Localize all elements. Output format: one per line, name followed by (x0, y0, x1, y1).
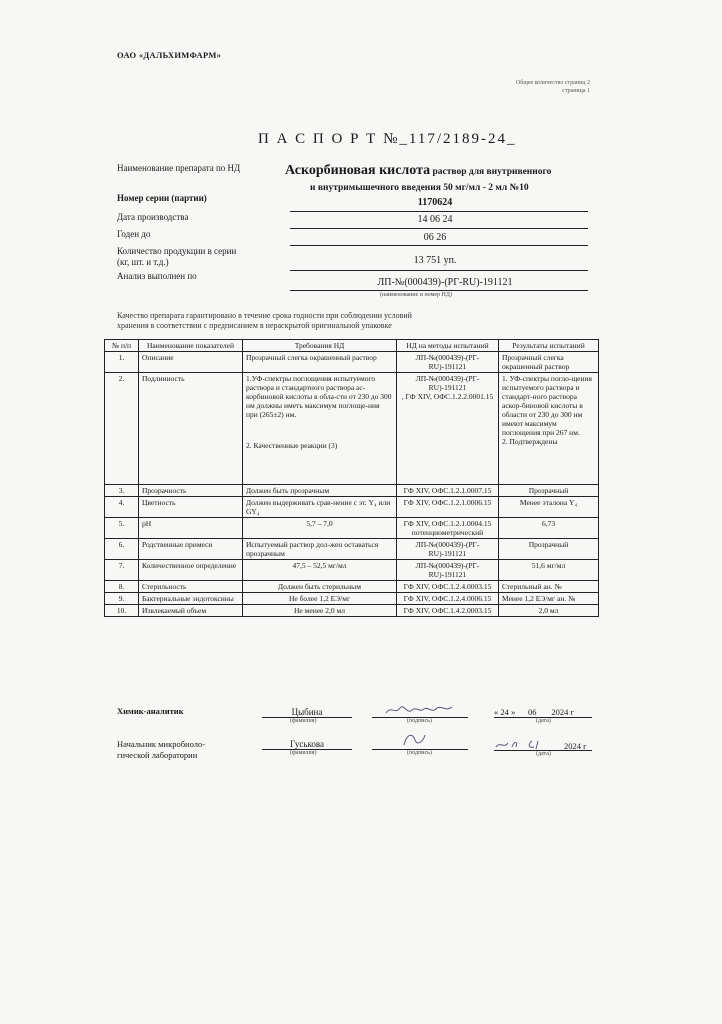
page-count-note (480, 79, 590, 95)
head-signature-caption: (подпись) (407, 750, 432, 756)
head-date-year: 2024 г (564, 741, 587, 751)
row-number: 1. (105, 352, 139, 373)
row-number: 6. (105, 539, 139, 560)
row-number: 5. (105, 518, 139, 539)
row-result: 6,73 (499, 518, 599, 539)
name-label: Наименование препарата по НД (117, 163, 241, 173)
row-method: ГФ XIV, ОФС.1.2.1.0004.15 потенциометрический (397, 518, 499, 539)
row-indicator: Описание (139, 352, 243, 373)
row-result: Менее эталона Y₄ (499, 497, 599, 518)
row-indicator: Подлинность (139, 373, 243, 485)
header-methods: НД на методы испытаний (397, 340, 499, 352)
table-row (105, 352, 599, 373)
row-requirement: Должен быть стерильным (243, 581, 397, 593)
row-requirement: Должен быть прозрачным (243, 485, 397, 497)
table-header-row (105, 340, 599, 352)
date-value: 14 06 24 (417, 214, 453, 225)
table-row (105, 518, 599, 539)
head-signature-drawing (398, 730, 438, 748)
table-row (105, 373, 599, 485)
chemist-label: Химик-аналитик (117, 706, 184, 716)
row-number: 7. (105, 560, 139, 581)
requirement-uv: 1.УФ-спектры поглощения испытуемого раствора и стандартного раствора ас-корбиновой кислоты в обла-сти от 230 до 300 нм должны иметь максимум поглоще-ния при (265±2) нм. (246, 374, 392, 419)
row-result: Прозрачный (499, 539, 599, 560)
row-indicator: Извлекаемый объем (139, 605, 243, 617)
row-method: ЛП-№(000439)-(РГ-RU)-191121 (397, 539, 499, 560)
row-method: ГФ XIV, ОФС.1.2.4.0003.15 (397, 581, 499, 593)
page-count-total: Общее количество страниц 2 (515, 80, 590, 86)
row-requirement: Испытуемый раствор дол-жен оставаться прозрачным (243, 539, 397, 560)
row-indicator: pH (139, 518, 243, 539)
series-underline (290, 211, 588, 212)
row-indicator: Количественное определение (139, 560, 243, 581)
head-label-line2: гической лаборатории (117, 750, 198, 760)
page-count-current: страница 1 (562, 88, 590, 94)
header-requirements: Требования НД (243, 340, 397, 352)
chemist-date: « 24 » 06 2024 г (494, 707, 574, 717)
header-results: Результаты испытаний (499, 340, 599, 352)
qty-underline (290, 270, 588, 271)
product-name (285, 163, 551, 179)
row-method: ГФ XIV, ОФС.1.4.2.0003.15 (397, 605, 499, 617)
chemist-name: Цыбина (291, 707, 323, 717)
row-method: ГФ XIV, ОФС.1.2.4.0006.15 (397, 593, 499, 605)
result-uv: 1. УФ-спектры погло-щения испытуемого раствора и стандарт-ного раствора аскор-биновой кислоты в области от 230 до 300 нм имеют максимум поглощения при 267 нм. (502, 374, 592, 437)
product-name-rest: раствор для внутривенного (430, 167, 552, 177)
row-requirement: Не менее 2,0 мл (243, 605, 397, 617)
row-result: Прозрачный слегка окрашенный раствор (499, 352, 599, 373)
row-result: Менее 1,2 ЕЭ/мг ан. № (499, 593, 599, 605)
chemist-signature-caption: (подпись) (407, 718, 432, 724)
head-date-drawing (494, 737, 554, 751)
product-name-line2: и внутримышечного введения 50 мг/мл - 2 мл №10 (310, 183, 529, 193)
quality-table (104, 339, 599, 617)
chemist-signature-drawing (383, 702, 455, 718)
row-number: 9. (105, 593, 139, 605)
qty-label-line2: (кг, шт. и т.д.) (117, 257, 169, 267)
row-result (499, 373, 599, 485)
table-row (105, 497, 599, 518)
head-label (117, 739, 205, 761)
storage-note-line2: хранения в соответствии с предписанием в нераскрытой оригинальной упаковке (117, 321, 392, 330)
chemist-surname-caption: (фамилия) (290, 718, 317, 724)
row-method: ЛП-№(000439)-(РГ-RU)-191121 (397, 560, 499, 581)
method-gf: , ГФ XIV, ОФС.1.2.2.0001.15 (401, 392, 494, 401)
product-name-main: Аскорбиновая кислота (285, 163, 431, 178)
row-method (397, 373, 499, 485)
row-indicator: Цветность (139, 497, 243, 518)
company-name: ОАО «ДАЛЬХИМФАРМ» (117, 50, 222, 60)
method-lp: ЛП-№(000439)-(РГ-RU)-191121 (415, 374, 480, 392)
storage-note-line1: Качество препарата гарантировано в течение срока годности при соблюдении условий (117, 311, 412, 320)
head-label-line1: Начальник микробиоло- (117, 739, 206, 749)
chemist-date-caption: (дата) (536, 718, 551, 724)
head-surname-caption: (фамилия) (290, 750, 317, 756)
row-indicator: Прозрачность (139, 485, 243, 497)
row-requirement: Должен выдерживать срав-нение с эт. Y₄ или GY₄ (243, 497, 397, 518)
row-method: ГФ XIV, ОФС.1.2.1.0006.15 (397, 497, 499, 518)
table-row (105, 560, 599, 581)
row-requirement: 47,5 – 52,5 мг/мл (243, 560, 397, 581)
row-number: 4. (105, 497, 139, 518)
table-row (105, 539, 599, 560)
valid-label: Годен до (117, 229, 151, 239)
row-method: ЛП-№(000439)-(РГ-RU)-191121 (397, 352, 499, 373)
row-result: Прозрачный (499, 485, 599, 497)
valid-value: 06 26 (423, 232, 447, 243)
head-name: Гуськова (289, 739, 324, 749)
row-number: 2. (105, 373, 139, 485)
row-requirement: 5,7 – 7,0 (243, 518, 397, 539)
head-date-caption: (дата) (536, 751, 551, 757)
row-requirement (243, 373, 397, 485)
row-number: 10. (105, 605, 139, 617)
qty-label (117, 246, 277, 268)
row-indicator: Стерильность (139, 581, 243, 593)
analysis-label: Анализ выполнен по (117, 271, 197, 281)
valid-underline (290, 245, 588, 246)
row-requirement: Прозрачный слегка окрашенный раствор (243, 352, 397, 373)
row-method: ГФ XIV, ОФС.1.2.1.0007.15 (397, 485, 499, 497)
analysis-caption: (наименование и номер НД) (380, 292, 452, 298)
row-number: 8. (105, 581, 139, 593)
series-value: 1170624 (417, 197, 453, 208)
head-signature (398, 730, 438, 751)
series-label: Номер серии (партии) (117, 193, 207, 203)
row-result: 2,0 мл (499, 605, 599, 617)
row-indicator: Родственные примеси (139, 539, 243, 560)
row-requirement: Не более 1,2 ЕЭ/мг (243, 593, 397, 605)
table-row (105, 581, 599, 593)
storage-note (117, 311, 507, 331)
passport-title: П А С П О Р Т №_117/2189-24_ (258, 131, 517, 147)
header-indicator: Наименование показателей (139, 340, 243, 352)
date-label: Дата производства (117, 212, 189, 222)
analysis-underline (290, 290, 588, 291)
date-underline (290, 228, 588, 229)
analysis-value: ЛП-№(000439)-(РГ-RU)-191121 (377, 277, 513, 288)
qty-value: 13 751 уп. (413, 255, 457, 266)
row-number: 3. (105, 485, 139, 497)
qty-label-line1: Количество продукции в серии (117, 246, 237, 256)
header-number: № п/п (105, 340, 139, 352)
table-row (105, 605, 599, 617)
table-row (105, 485, 599, 497)
row-result: Стерильный ан. № (499, 581, 599, 593)
requirement-reactions: 2. Качественные реакции (3) (246, 441, 338, 450)
result-reactions: 2. Подтверждены (502, 437, 558, 446)
row-indicator: Бактериальные эндотоксины (139, 593, 243, 605)
table-row (105, 593, 599, 605)
row-result: 51,6 мг/мл (499, 560, 599, 581)
